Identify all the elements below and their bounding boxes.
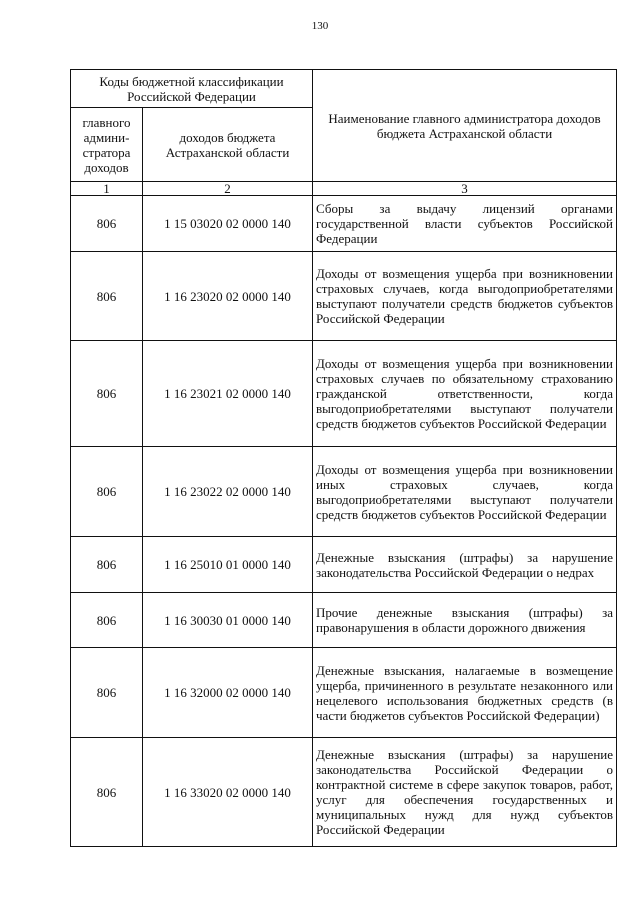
header-revenue-code: доходов бюджета Астраханской области — [143, 108, 313, 182]
table-row — [71, 341, 617, 447]
revenue-name: Доходы от возмещения ущерба при возникновении страховых случаев по обязательному страхованию гражданской ответственности, когда выгодоприобретателями выступают получатели средств бюджетов субъектов Российской Федерации — [313, 341, 617, 447]
table-row — [71, 537, 617, 593]
admin-code: 806 — [71, 341, 143, 447]
admin-code: 806 — [71, 648, 143, 738]
revenue-code: 1 16 30030 01 0000 140 — [143, 593, 313, 648]
budget-classification-table — [70, 69, 617, 847]
table-row — [71, 738, 617, 847]
table-row — [71, 196, 617, 252]
revenue-name: Денежные взыскания (штрафы) за нарушение законодательства Российской Федерации о недрах — [313, 537, 617, 593]
header-admin-code: главного админи-стратора доходов — [71, 108, 143, 182]
column-number-3: 3 — [313, 182, 617, 196]
table-row — [71, 447, 617, 537]
revenue-code: 1 16 23020 02 0000 140 — [143, 252, 313, 341]
admin-code: 806 — [71, 593, 143, 648]
table-row — [71, 252, 617, 341]
revenue-code: 1 16 33020 02 0000 140 — [143, 738, 313, 847]
revenue-code: 1 16 25010 01 0000 140 — [143, 537, 313, 593]
revenue-code: 1 16 23021 02 0000 140 — [143, 341, 313, 447]
revenue-name: Доходы от возмещения ущерба при возникновении страховых случаев, когда выгодоприобретателями выступают получатели средств бюджетов субъектов Российской Федерации — [313, 252, 617, 341]
header-row-group — [71, 70, 617, 108]
table-row — [71, 593, 617, 648]
page-number: 130 — [311, 20, 329, 32]
revenue-code: 1 16 23022 02 0000 140 — [143, 447, 313, 537]
revenue-name: Прочие денежные взыскания (штрафы) за правонарушения в области дорожного движения — [313, 593, 617, 648]
revenue-name: Денежные взыскания (штрафы) за нарушение законодательства Российской Федерации о контрактной системе в сфере закупок товаров, работ, услуг для обеспечения государственных и муниципальных нужд для нужд субъектов Российской Федерации — [313, 738, 617, 847]
header-codes-group: Коды бюджетной классификации Российской Федерации — [71, 70, 313, 108]
revenue-name: Сборы за выдачу лицензий органами государственной власти субъектов Российской Федерации — [313, 196, 617, 252]
revenue-code: 1 15 03020 02 0000 140 — [143, 196, 313, 252]
admin-code: 806 — [71, 196, 143, 252]
admin-code: 806 — [71, 537, 143, 593]
admin-code: 806 — [71, 447, 143, 537]
header-administrator-name: Наименование главного администратора доходов бюджета Астраханской области — [313, 70, 617, 182]
table-row — [71, 648, 617, 738]
column-number-1: 1 — [71, 182, 143, 196]
revenue-name: Доходы от возмещения ущерба при возникновении иных страховых случаев, когда выгодоприобретателями выступают получатели средств бюджетов субъектов Российской Федерации — [313, 447, 617, 537]
admin-code: 806 — [71, 738, 143, 847]
column-number-row — [71, 182, 617, 196]
admin-code: 806 — [71, 252, 143, 341]
column-number-2: 2 — [143, 182, 313, 196]
revenue-code: 1 16 32000 02 0000 140 — [143, 648, 313, 738]
revenue-name: Денежные взыскания, налагаемые в возмещение ущерба, причиненного в результате незаконного или нецелевого использования бюджетных средств (в части бюджетов субъектов Российской Федерации) — [313, 648, 617, 738]
